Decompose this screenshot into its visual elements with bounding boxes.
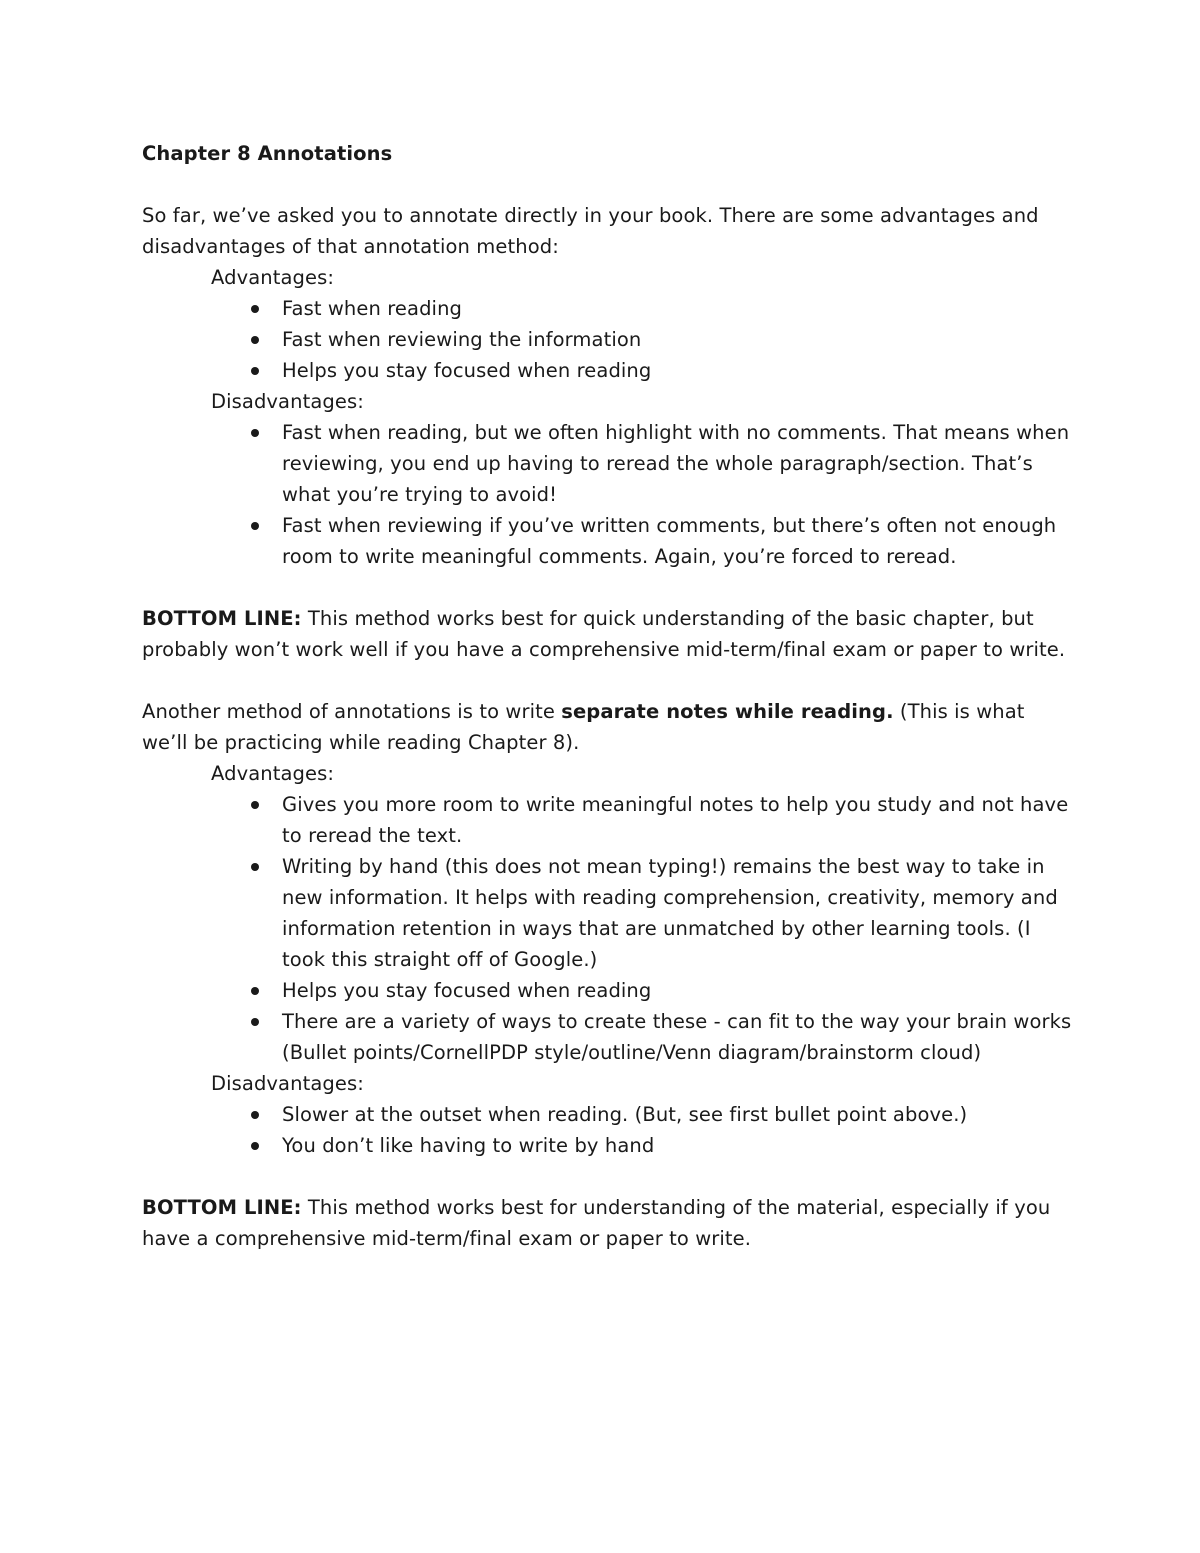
- list-item: [142, 1099, 1072, 1130]
- list-item: [142, 510, 1072, 572]
- disadvantages-list: [142, 1099, 1072, 1161]
- bullet-icon: [251, 1018, 259, 1026]
- method-two-note: (This is what we’ll be practicing while reading Chapter 8).: [142, 700, 1025, 754]
- method-two-emphasis: separate notes while reading.: [561, 700, 894, 723]
- list-item: [142, 975, 1072, 1006]
- spacer: [142, 572, 1072, 603]
- bullet-icon: [251, 336, 259, 344]
- bullet-icon: [251, 305, 259, 313]
- intro-paragraph: So far, we’ve asked you to annotate directly in your book. There are some advantages and disadvantages of that annotation method:: [142, 204, 1039, 258]
- list-item-text: You don’t like having to write by hand: [282, 1134, 655, 1157]
- list-item: [142, 293, 1072, 324]
- list-item: [142, 1006, 1072, 1068]
- method-two-paragraph: [142, 696, 1072, 758]
- bottom-line-label: BOTTOM LINE:: [142, 607, 302, 630]
- list-item-text: Helps you stay focused when reading: [282, 979, 652, 1002]
- spacer: [142, 169, 1072, 200]
- bullet-icon: [251, 522, 259, 530]
- advantages-label: Advantages:: [211, 266, 335, 289]
- document-title: Chapter 8 Annotations: [142, 142, 393, 165]
- list-item-text: Fast when reading: [282, 297, 463, 320]
- list-item-text: Fast when reviewing the information: [282, 328, 642, 351]
- bottom-line-text: This method works best for quick understanding of the basic chapter, but probably won’t work well if you have a comprehensive mid-term/final exam or paper to write.: [142, 607, 1066, 661]
- advantages-label: Advantages:: [211, 762, 335, 785]
- bullet-icon: [251, 801, 259, 809]
- bullet-icon: [251, 1111, 259, 1119]
- bullet-icon: [251, 863, 259, 871]
- list-item-text: There are a variety of ways to create these - can fit to the way your brain works (Bullet points/CornellPDP style/outline/Venn diagram/brainstorm cloud): [282, 1010, 1072, 1064]
- bottom-line-label: BOTTOM LINE:: [142, 1196, 302, 1219]
- spacer: [142, 1161, 1072, 1192]
- advantages-list: [142, 293, 1072, 386]
- advantages-list: [142, 789, 1072, 1068]
- bottom-line-text: This method works best for understanding of the material, especially if you have a comprehensive mid-term/final exam or paper to write.: [142, 1196, 1051, 1250]
- method-two-intro: Another method of annotations is to write: [142, 700, 562, 723]
- disadvantages-label: Disadvantages:: [211, 1072, 364, 1095]
- disadvantages-list: [142, 417, 1072, 572]
- disadvantages-label: Disadvantages:: [211, 390, 364, 413]
- list-item: [142, 355, 1072, 386]
- bottom-line-paragraph: [142, 603, 1072, 665]
- bottom-line-paragraph: [142, 1192, 1072, 1254]
- list-item: [142, 851, 1072, 975]
- list-item-text: Fast when reading, but we often highlight with no comments. That means when reviewing, you end up having to reread the whole paragraph/section. That’s what you’re trying to avoid!: [282, 421, 1070, 506]
- list-item-text: Gives you more room to write meaningful notes to help you study and not have to reread the text.: [282, 793, 1069, 847]
- list-item: [142, 1130, 1072, 1161]
- list-item-text: Helps you stay focused when reading: [282, 359, 652, 382]
- bullet-icon: [251, 429, 259, 437]
- bullet-icon: [251, 1142, 259, 1150]
- list-item-text: Fast when reviewing if you’ve written comments, but there’s often not enough room to write meaningful comments. Again, you’re forced to reread.: [282, 514, 1057, 568]
- document-page: [142, 138, 1072, 1254]
- list-item-text: Slower at the outset when reading. (But, see first bullet point above.): [282, 1103, 968, 1126]
- bullet-icon: [251, 987, 259, 995]
- bullet-icon: [251, 367, 259, 375]
- spacer: [142, 665, 1072, 696]
- list-item: [142, 324, 1072, 355]
- list-item-text: Writing by hand (this does not mean typing!) remains the best way to take in new information. It helps with reading comprehension, creativity, memory and information retention in ways that are unmatched by other learning tools. (I took this straight off of Google.): [282, 855, 1058, 971]
- list-item: [142, 789, 1072, 851]
- list-item: [142, 417, 1072, 510]
